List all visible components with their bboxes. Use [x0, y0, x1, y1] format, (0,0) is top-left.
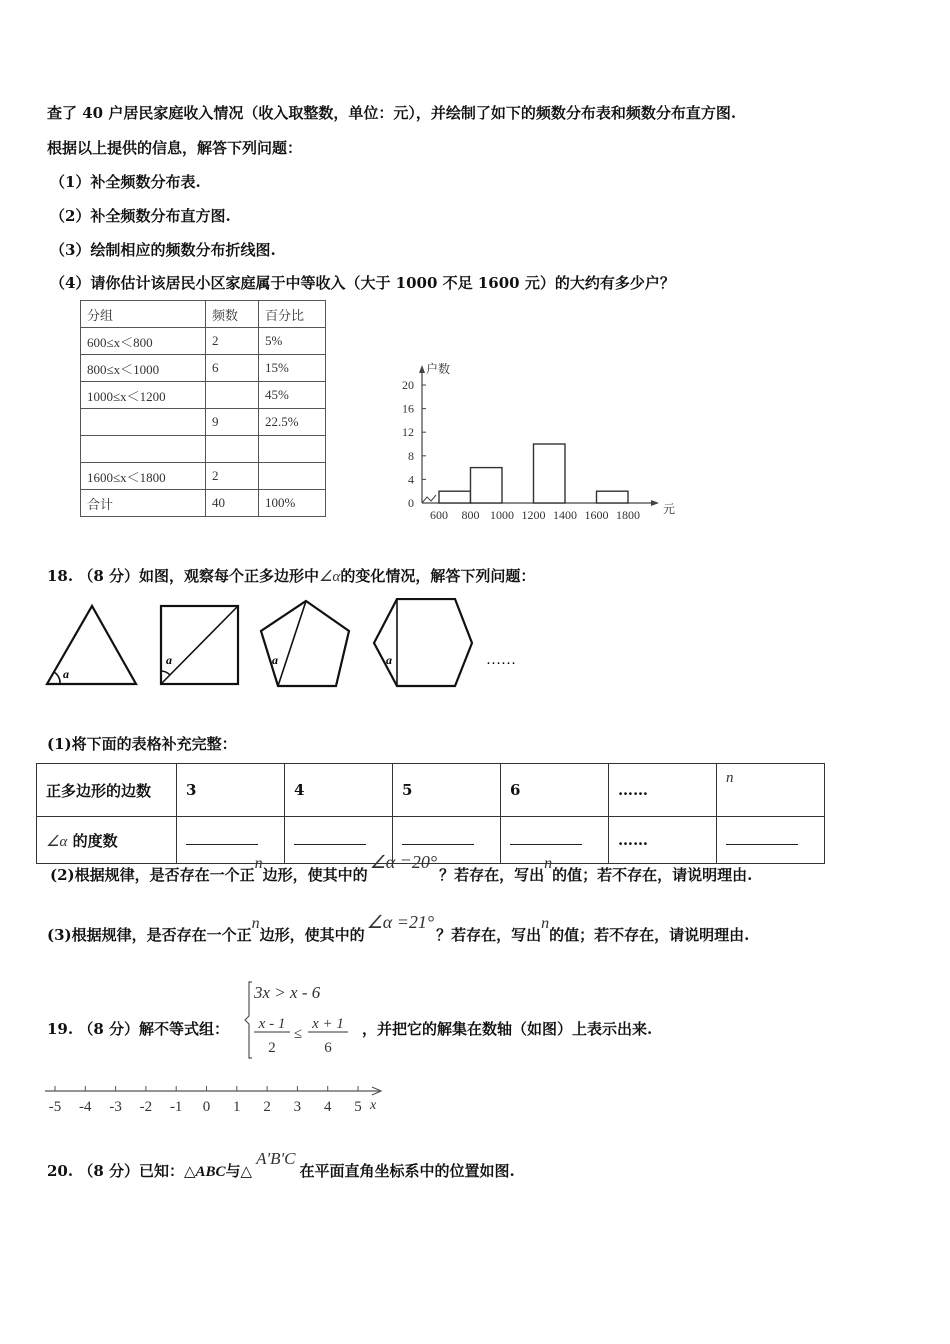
table-cell: 2 [206, 328, 259, 355]
y-tick-label: 12 [402, 425, 414, 440]
part2-text-d: 的值；若不存在，请说明理由. [552, 866, 753, 884]
answer-blank[interactable] [402, 832, 474, 845]
fraction-1-numerator: x - 1 [258, 1016, 286, 1032]
histogram-bar [597, 491, 629, 503]
number-line-label: 4 [323, 1099, 332, 1115]
axis-break-mark [422, 495, 436, 503]
answer-blank[interactable] [726, 832, 798, 845]
q18-part3 [47, 912, 750, 945]
part2-text-a: (2)根据规律，是否存在一个正 [50, 866, 255, 884]
q19-suffix: ，并把它的解集在数轴（如图）上表示出来. [362, 1020, 653, 1038]
ellipsis: …… [486, 652, 516, 668]
table-cell: 800≤x＜1000 [81, 355, 206, 382]
table-header: 频数 [206, 301, 259, 328]
table-cell: …… [609, 817, 717, 864]
table-cell: 4 [285, 764, 393, 817]
answer-blank[interactable] [510, 832, 582, 845]
inequality-1: 3x > x - 6 [254, 983, 321, 1002]
pentagon-figure [261, 601, 349, 686]
table-cell: 6 [206, 355, 259, 382]
table-cell: 9 [206, 409, 259, 436]
x-tick-label: 800 [461, 508, 480, 522]
angle-table [36, 763, 825, 864]
table-cell: 5 [393, 764, 501, 817]
frequency-histogram [395, 355, 695, 525]
histogram-bar [439, 491, 471, 503]
part2-text-c: ？若存在，写出 [439, 866, 545, 884]
intro-line-2: 根据以上提供的信息，解答下列问题： [47, 139, 303, 157]
table-cell: 22.5% [259, 409, 326, 436]
fraction-2-denominator: 6 [324, 1040, 332, 1056]
table-cell: 6 [501, 764, 609, 817]
angle-equation: ∠α =21° [366, 912, 435, 932]
fraction-1-denominator: 2 [268, 1040, 276, 1056]
answer-blank[interactable] [294, 832, 366, 845]
y-axis-label: 户数 [426, 362, 451, 376]
y-tick-label: 0 [408, 496, 414, 510]
table-cell: …… [609, 764, 717, 817]
table-row [81, 490, 326, 517]
x-tick-label: 1200 [521, 508, 546, 522]
table-row [81, 409, 326, 436]
part3-text-d: 的值；若不存在，请说明理由. [549, 926, 750, 944]
table-cell [206, 382, 259, 409]
table-header: 分组 [81, 301, 206, 328]
polygon-figures [40, 598, 540, 693]
q17-item-1: （1）补全频数分布表. [50, 173, 201, 191]
table-cell [177, 817, 285, 864]
variable-n: n [544, 855, 553, 872]
fraction-2-numerator: x + 1 [312, 1016, 344, 1032]
part3-text-c: ？若存在，写出 [436, 926, 542, 944]
q18-suffix: 的变化情况，解答下列问题： [340, 567, 536, 585]
table-cell [501, 817, 609, 864]
table-cell [37, 817, 177, 864]
variable-n: n [251, 915, 260, 932]
table-cell: 合计 [81, 490, 206, 517]
frequency-table [80, 300, 326, 517]
table-cell: 40 [206, 490, 259, 517]
table-row [81, 382, 326, 409]
q20-stem [47, 1149, 515, 1181]
q17-item-3: （3）绘制相应的频数分布折线图. [50, 241, 276, 259]
table-cell: 3 [177, 764, 285, 817]
number-line-label: 5 [354, 1099, 362, 1115]
table-cell [206, 436, 259, 463]
triangle-figure [47, 606, 136, 684]
number-line-label: 3 [293, 1099, 302, 1115]
table-row [37, 764, 825, 817]
table-row [81, 301, 326, 328]
table-row [81, 355, 326, 382]
x-axis-label: 元 [663, 502, 676, 516]
x-tick-label: 1800 [616, 508, 640, 522]
number-line-label: -4 [79, 1099, 92, 1115]
q18-part1: (1)将下面的表格补充完整： [47, 735, 237, 753]
y-tick-label: 20 [402, 378, 414, 392]
answer-blank[interactable] [186, 832, 258, 845]
x-tick-label: 1000 [490, 508, 514, 522]
table-cell [717, 817, 825, 864]
number-line-variable: x [370, 1098, 377, 1113]
number-line [40, 1082, 390, 1118]
alpha-label: a [272, 653, 278, 667]
part3-text-a: (3)根据规律，是否存在一个正 [47, 926, 252, 944]
q17-item-2: （2）补全频数分布直方图. [50, 207, 231, 225]
x-tick-label: 1400 [553, 508, 577, 522]
y-tick-label: 8 [408, 448, 414, 463]
table-cell: 15% [259, 355, 326, 382]
alpha-label: a [386, 653, 392, 667]
table-cell: 45% [259, 382, 326, 409]
q20-mid: 与△ [225, 1162, 253, 1180]
table-cell [259, 436, 326, 463]
q18-prefix: 18. （8 分）如图，观察每个正多边形中 [47, 567, 319, 585]
q20-suffix: 在平面直角坐标系中的位置如图. [299, 1162, 515, 1180]
row-head: 的度数 [72, 831, 118, 850]
triangle-abc-prime: A'B'C [256, 1149, 296, 1168]
table-cell [81, 409, 206, 436]
table-row [81, 328, 326, 355]
table-row [81, 463, 326, 490]
relation-sign: ≤ [293, 1026, 303, 1042]
variable-n: n [254, 855, 263, 872]
angle-equation: ∠α =20° [369, 852, 438, 872]
x-axis-arrow [651, 500, 659, 506]
table-cell: 1000≤x＜1200 [81, 382, 206, 409]
square-figure [161, 606, 238, 684]
table-cell: 1600≤x＜1800 [81, 463, 206, 490]
table-cell [81, 436, 206, 463]
table-cell: 5% [259, 328, 326, 355]
x-tick-label: 600 [430, 508, 448, 522]
intro-line-1: 查了 40 户居民家庭收入情况（收入取整数，单位：元），并绘制了如下的频数分布表和频数分布直方图. [47, 104, 737, 122]
q17-item-4: （4）请你估计该居民小区家庭属于中等收入（大于 1000 不足 1600 元）的大约有多少户？ [50, 274, 675, 292]
number-line-label: 1 [233, 1099, 241, 1115]
table-cell: 100% [259, 490, 326, 517]
table-header: 百分比 [259, 301, 326, 328]
histogram-bar [471, 468, 503, 503]
angle-alpha: ∠α [46, 833, 68, 850]
y-tick-label: 16 [402, 401, 414, 416]
table-cell: 600≤x＜800 [81, 328, 206, 355]
number-line-label: -2 [139, 1099, 153, 1115]
part2-text-b: 边形，使其中的 [262, 866, 368, 884]
y-tick-label: 4 [408, 472, 414, 487]
q18-stem [47, 565, 535, 586]
inequality-system [240, 976, 360, 1064]
histogram-bar [534, 444, 566, 503]
number-line-label: 2 [263, 1099, 271, 1115]
angle-alpha: ∠α [318, 569, 341, 585]
number-line-label: -5 [48, 1099, 62, 1115]
alpha-label: a [166, 653, 172, 667]
number-line-label: -1 [169, 1099, 183, 1115]
x-tick-label: 1600 [584, 508, 609, 522]
hexagon-figure [374, 599, 472, 686]
q20-prefix: 20. （8 分）已知：△ [47, 1162, 196, 1180]
table-cell: 正多边形的边数 [37, 764, 177, 817]
q18-part2 [50, 852, 753, 885]
table-cell: n [717, 764, 825, 817]
number-line-label: 0 [202, 1099, 211, 1115]
number-line-label: -3 [109, 1099, 122, 1115]
alpha-label: a [63, 667, 69, 681]
part3-text-b: 边形，使其中的 [259, 926, 365, 944]
y-axis-arrow [419, 365, 425, 373]
table-cell [259, 463, 326, 490]
q19-prefix: 19. （8 分）解不等式组： [47, 1020, 229, 1038]
table-cell: 2 [206, 463, 259, 490]
triangle-abc: ABC [195, 1164, 226, 1180]
variable-n: n [541, 915, 550, 932]
table-row [81, 436, 326, 463]
